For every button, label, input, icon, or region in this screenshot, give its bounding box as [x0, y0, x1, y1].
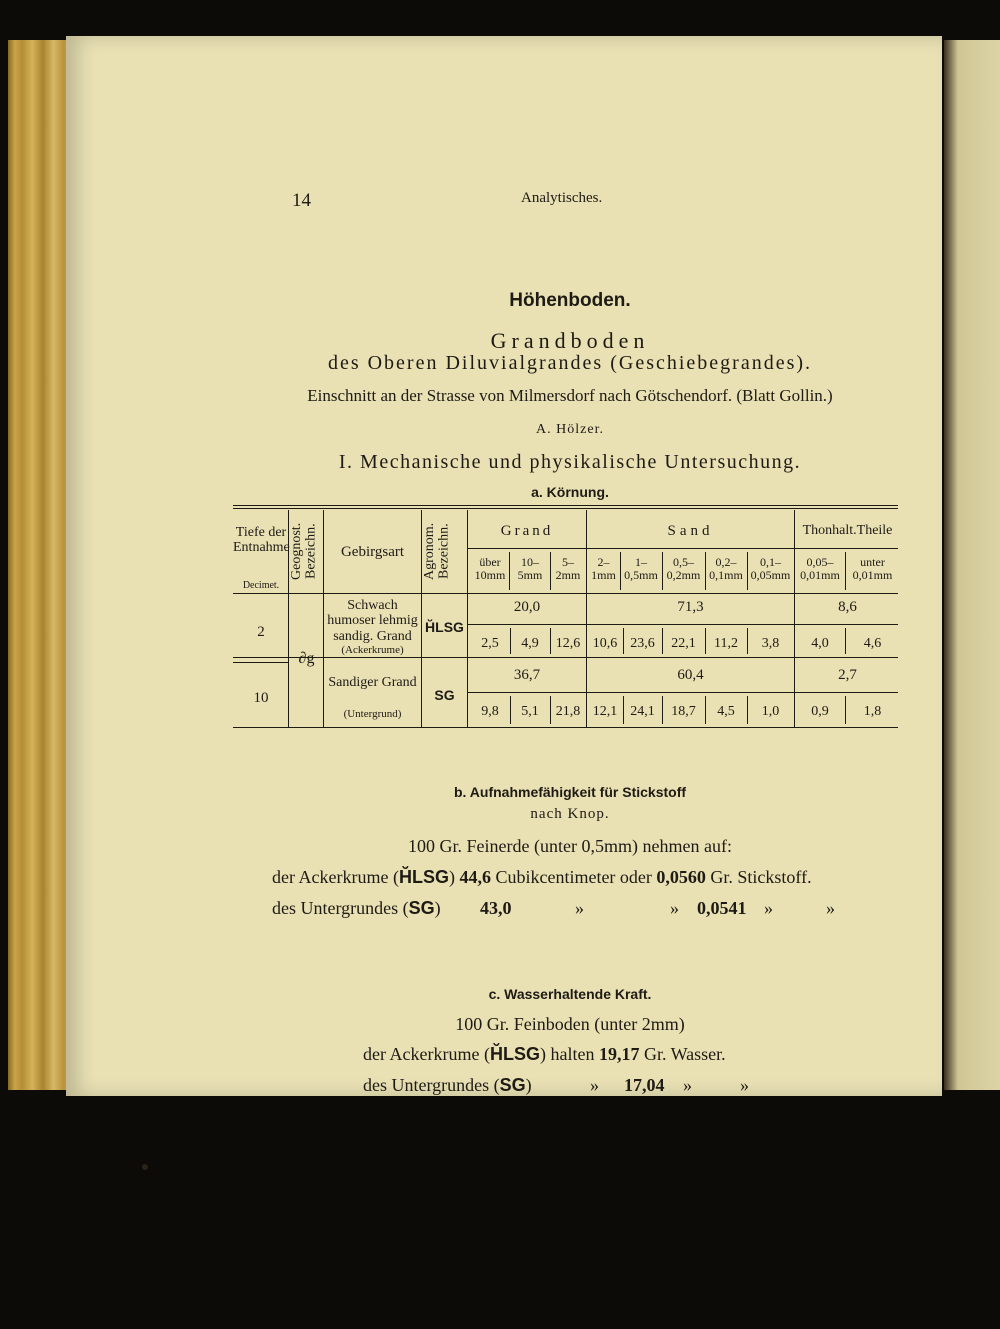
section-title-mechanisch: I. Mechanische und physikalische Untersuchung.	[338, 451, 802, 473]
col-divider	[586, 510, 587, 727]
value-cc: 44,6	[459, 867, 491, 887]
ditto-mark: »	[575, 898, 584, 918]
row2-value: 24,1	[630, 704, 655, 719]
page-number: 14	[292, 190, 311, 211]
line-close: )	[434, 898, 441, 918]
header-decimet: Decimet.	[242, 580, 280, 591]
row1-agronom: H̆LSG	[425, 619, 464, 635]
sub-header: 0,5–0,2mm	[666, 555, 701, 583]
section-c-title: c. Wasserhaltende Kraft.	[488, 986, 652, 1002]
row2-agronom: SG	[434, 687, 455, 703]
line-label: des Untergrundes (	[363, 1075, 500, 1095]
table-top-rule	[233, 505, 898, 506]
sub-header: 1–0,5mm	[624, 555, 658, 583]
unit-text: Cubikcentimeter oder	[495, 867, 652, 887]
sub-header: 0,1–0,05mm	[750, 555, 791, 583]
row2-value: 1,0	[761, 704, 780, 719]
row1-value: 4,9	[521, 636, 539, 651]
line-label: des Untergrundes (	[272, 898, 409, 918]
row1-value: 22,1	[671, 636, 696, 651]
row1-value: 2,5	[481, 636, 499, 651]
row1-gebirgsart-note: (Ackerkrume)	[341, 644, 404, 656]
rest-text: Gr. Wasser.	[643, 1044, 726, 1064]
value-water: 17,04	[624, 1075, 665, 1095]
row2-thon-total: 2,7	[838, 667, 857, 683]
section-b-intro: 100 Gr. Feinerde (unter 0,5mm) nehmen auf:	[408, 836, 732, 856]
section-b-title: b. Aufnahmefähigkeit für Stickstoff	[453, 784, 687, 800]
row1-value: 4,0	[811, 636, 829, 651]
section-b-line-ackerkrume	[272, 867, 812, 888]
row2-sand-total: 60,4	[677, 667, 704, 683]
location-line: Einschnitt an der Strasse von Milmersdorf nach Götschendorf. (Blatt Gollin.)	[307, 386, 833, 405]
section-c-intro: 100 Gr. Feinboden (unter 2mm)	[455, 1014, 685, 1034]
totals-rule	[468, 692, 898, 693]
row1-sand-total: 71,3	[677, 599, 704, 615]
row1-value: 12,6	[555, 636, 581, 651]
row1-grand-total: 20,0	[513, 599, 541, 615]
value-gr: 0,0560	[656, 867, 706, 887]
agronom-code: SG	[408, 898, 435, 918]
sub-header: 0,05–0,01mm	[800, 555, 840, 583]
depth-row-rule	[233, 662, 289, 663]
header-agronom: Agronom. Bezeichn.	[422, 522, 452, 580]
row2-value: 9,8	[481, 704, 499, 719]
group-header-rule	[468, 548, 898, 549]
section-subtitle-koernung: a. Körnung.	[531, 484, 609, 500]
row2-value: 21,8	[555, 704, 581, 719]
table-row-rule	[233, 657, 898, 658]
ditto-mark: »	[683, 1075, 692, 1095]
heading-formation: des Oberen Diluvialgrandes (Geschiebegrandes).	[327, 352, 813, 374]
row2-gebirgsart: Sandiger Grand	[328, 675, 417, 690]
value-water: 19,17	[598, 1044, 640, 1064]
heading-hoehenboden: Höhenboden.	[509, 290, 631, 311]
author-line: A. Hölzer.	[536, 422, 604, 437]
header-tiefe: Tiefe der Entnahme	[233, 525, 290, 556]
line-close: ) halten	[539, 1044, 595, 1064]
row2-gebirgsart-note: (Untergrund)	[343, 708, 402, 720]
value-cc: 43,0	[480, 898, 512, 918]
row1-value: 3,8	[761, 636, 780, 651]
sub-header: 5–2mm	[555, 555, 581, 583]
col-divider	[323, 510, 324, 727]
row2-value: 0,9	[811, 704, 829, 719]
sub-header: 10–5mm	[517, 555, 543, 583]
ditto-mark: »	[764, 898, 773, 918]
sub-header: über 10mm	[474, 555, 506, 583]
ditto-mark: »	[740, 1075, 749, 1095]
agronom-code: SG	[499, 1075, 526, 1095]
row1-thon-total: 8,6	[838, 599, 857, 615]
table-top-rule-2	[233, 508, 898, 509]
line-label: der Ackerkrume (	[272, 867, 399, 887]
ditto-mark: »	[670, 898, 679, 918]
row2-value: 5,1	[521, 704, 539, 719]
row2-value: 12,1	[592, 704, 618, 719]
rest-text: Gr. Stickstoff.	[710, 867, 812, 887]
heading-grandboden: Grandboden	[490, 328, 650, 353]
row2-grand-total: 36,7	[513, 667, 541, 683]
row2-tiefe: 10	[253, 690, 269, 706]
section-b-subtitle: nach Knop.	[530, 806, 610, 822]
row2-value: 1,8	[863, 704, 882, 719]
ditto-mark: »	[590, 1075, 599, 1095]
row2-value: 18,7	[671, 704, 696, 719]
line-label: der Ackerkrume (	[363, 1044, 490, 1064]
sub-header: 2–1mm	[591, 555, 616, 583]
header-gebirgsart: Gebirgsart	[340, 544, 405, 560]
row1-value: 4,6	[863, 636, 882, 651]
sub-header: 0,2–0,1mm	[709, 555, 743, 583]
table-header-rule	[233, 593, 898, 594]
table-bottom-rule	[233, 727, 898, 728]
col-divider	[467, 510, 468, 727]
row1-value: 23,6	[630, 636, 655, 651]
header-thon: Thonhalt.Theile	[802, 523, 893, 538]
section-c-line-ackerkrume	[363, 1044, 726, 1065]
value-gr: 0,0541	[697, 898, 747, 918]
ink-dot	[142, 1164, 148, 1170]
row2-value: 4,5	[717, 704, 735, 719]
geognost-value: ∂g	[298, 650, 315, 667]
facing-page-edge	[944, 40, 1000, 1090]
line-close: )	[525, 1075, 532, 1095]
row1-tiefe: 2	[257, 624, 265, 640]
sub-header: unter 0,01mm	[852, 555, 893, 583]
row1-value: 11,2	[714, 636, 738, 651]
section-c-line-untergrund	[363, 1075, 532, 1096]
row1-value: 10,6	[592, 636, 618, 651]
totals-rule	[468, 624, 898, 625]
section-b-line-untergrund	[272, 898, 441, 919]
agronom-code: H̆LSG	[398, 867, 449, 887]
running-head: Analytisches.	[521, 190, 603, 206]
line-close: )	[448, 867, 455, 887]
ditto-mark: »	[826, 898, 835, 918]
header-grand: Grand	[500, 523, 554, 539]
agronom-code: H̆LSG	[489, 1044, 540, 1064]
col-divider	[794, 510, 795, 727]
header-geognost: Geognost. Bezeichn.	[289, 522, 319, 580]
row1-gebirgsart: Schwach humoser lehmig sandig. Grand	[327, 598, 418, 644]
header-sand: Sand	[667, 523, 714, 539]
